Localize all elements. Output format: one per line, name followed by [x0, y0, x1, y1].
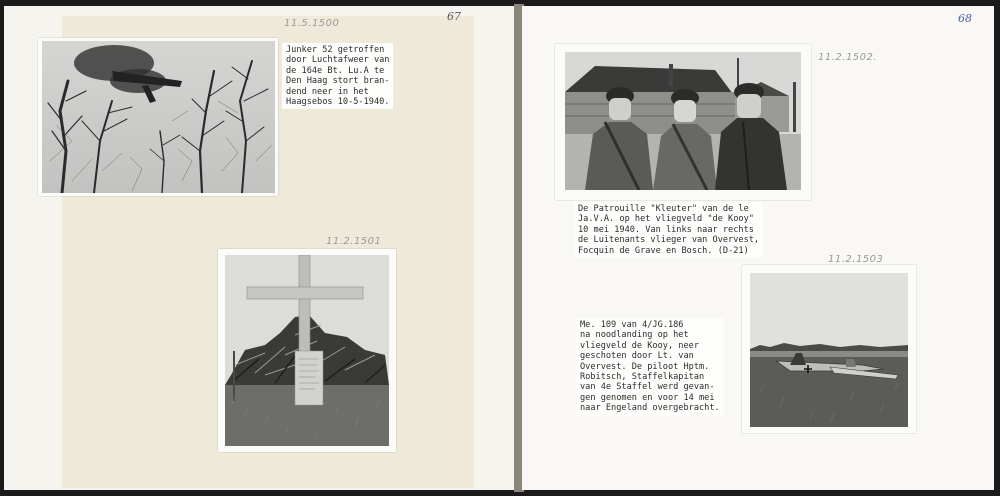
- left-page-number: 67: [447, 10, 461, 23]
- junker-photo-ref: 11.5.1500: [284, 18, 340, 29]
- me109-photo-ref: 11.2.1503: [828, 254, 884, 265]
- cross-photo-frame: [218, 249, 396, 452]
- cross-photo-ref: 11.2.1501: [326, 236, 382, 247]
- me109-photo-frame: [742, 265, 916, 433]
- patrouille-photo-caption: De Patrouille "Kleuter" van de le Ja.V.A. op het vliegveld "de Kooy" 10 mei 1940. Van links naar rechts de Luitenants vlieger van Overvest, Focquin de Grave en Bosch. (D-21): [574, 202, 763, 258]
- cross-photo: [225, 255, 389, 446]
- junker-photo-frame: [38, 38, 278, 196]
- junker-photo: [42, 41, 275, 193]
- junker-photo-caption: Junker 52 getroffen door Luchtafweer van de 164e Bt. Lu.A te Den Haag stort bran- dend neer in het Haagsebos 10-5-1940.: [282, 43, 393, 109]
- me109-photo: [750, 273, 908, 427]
- patrouille-photo-ref: 11.2.1502.: [818, 52, 878, 63]
- right-page-number: 68: [958, 12, 972, 25]
- patrouille-photo-frame: [555, 44, 811, 200]
- patrouille-photo: [565, 52, 801, 190]
- me109-photo-caption: Me. 109 van 4/JG.186 na noodlanding op het vliegveld de Kooy, neer geschoten door Lt. van Overvest. De piloot Hptm. Robitsch, Staffelkapitan van 4e Staffel werd gevan- gen genomen en voor 14 mei naar Engeland overgebracht.: [576, 318, 724, 416]
